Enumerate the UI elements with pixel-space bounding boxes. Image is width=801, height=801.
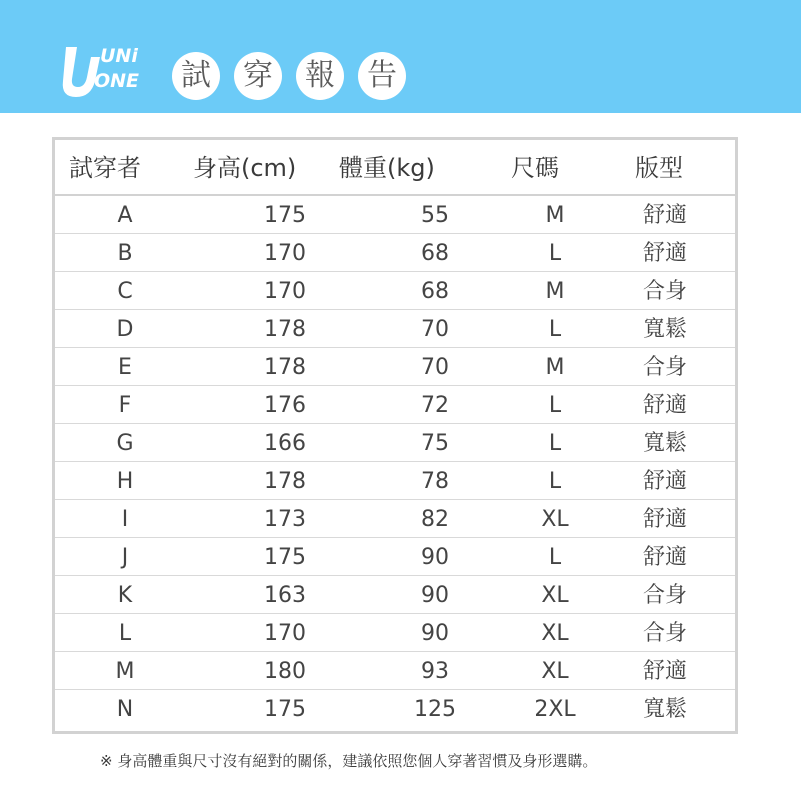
cell-weight: 68 xyxy=(421,241,449,266)
cell-weight: 55 xyxy=(421,203,449,228)
cell-height: 178 xyxy=(264,469,306,494)
brand-logo xyxy=(60,43,150,103)
table-row xyxy=(55,424,735,462)
page-title xyxy=(172,52,406,100)
cell-weight: 75 xyxy=(421,431,449,456)
table-row xyxy=(55,462,735,500)
cell-height: 176 xyxy=(264,393,306,418)
cell-size: L xyxy=(548,393,562,418)
cell-tester: A xyxy=(117,203,133,228)
cell-size: XL xyxy=(541,659,569,684)
table-body xyxy=(55,196,735,728)
cell-fit: 寬鬆 xyxy=(642,697,687,722)
table-row xyxy=(55,348,735,386)
cell-height: 180 xyxy=(264,659,306,684)
cell-fit: 寬鬆 xyxy=(642,317,687,342)
cell-size: L xyxy=(548,545,562,570)
cell-size: M xyxy=(545,355,565,380)
cell-height: 170 xyxy=(264,621,306,646)
cell-weight: 78 xyxy=(421,469,449,494)
cell-size: L xyxy=(548,469,562,494)
title-char: 試 xyxy=(172,52,220,100)
cell-size: 2XL xyxy=(534,697,576,722)
table-row xyxy=(55,652,735,690)
cell-tester: N xyxy=(116,697,134,722)
cell-size: XL xyxy=(541,621,569,646)
cell-tester: D xyxy=(116,317,134,342)
cell-fit: 舒適 xyxy=(642,545,687,570)
cell-height: 173 xyxy=(264,507,306,532)
cell-tester: M xyxy=(115,659,135,684)
cell-height: 166 xyxy=(264,431,306,456)
header-banner xyxy=(0,0,801,113)
logo-text-top: UNi xyxy=(100,45,138,67)
cell-fit: 舒適 xyxy=(642,469,687,494)
table-header xyxy=(55,140,735,196)
table-row xyxy=(55,576,735,614)
cell-weight: 93 xyxy=(421,659,449,684)
cell-weight: 90 xyxy=(421,583,449,608)
cell-fit: 合身 xyxy=(642,583,687,608)
title-char: 報 xyxy=(296,52,344,100)
cell-height: 175 xyxy=(264,697,306,722)
cell-weight: 70 xyxy=(421,355,449,380)
header-weight: 體重(kg) xyxy=(339,154,435,182)
cell-height: 178 xyxy=(264,355,306,380)
cell-tester: F xyxy=(118,393,132,418)
table-row xyxy=(55,500,735,538)
table-row xyxy=(55,310,735,348)
cell-height: 175 xyxy=(264,203,306,228)
cell-weight: 90 xyxy=(421,545,449,570)
table-row xyxy=(55,196,735,234)
table-row xyxy=(55,614,735,652)
cell-tester: I xyxy=(121,507,129,532)
cell-size: XL xyxy=(541,507,569,532)
title-char: 告 xyxy=(358,52,406,100)
cell-tester: G xyxy=(116,431,134,456)
cell-fit: 合身 xyxy=(642,355,687,380)
title-char: 穿 xyxy=(234,52,282,100)
cell-fit: 舒適 xyxy=(642,241,687,266)
cell-weight: 125 xyxy=(414,697,456,722)
header-height: 身高(cm) xyxy=(193,154,297,182)
header-tester: 試穿者 xyxy=(69,154,141,182)
cell-height: 163 xyxy=(264,583,306,608)
header-size: 尺碼 xyxy=(511,154,559,182)
cell-weight: 90 xyxy=(421,621,449,646)
fit-report-table xyxy=(52,137,738,734)
cell-tester: C xyxy=(117,279,133,304)
table-row xyxy=(55,272,735,310)
table-row xyxy=(55,386,735,424)
cell-weight: 82 xyxy=(421,507,449,532)
cell-size: XL xyxy=(541,583,569,608)
logo-text-bottom: ONE xyxy=(94,70,140,92)
cell-tester: K xyxy=(117,583,133,608)
cell-fit: 合身 xyxy=(642,621,687,646)
footnote: ※ 身高體重與尺寸沒有絕對的關係，建議依照您個人穿著習慣及身形選購。 xyxy=(100,752,598,770)
cell-tester: H xyxy=(116,469,134,494)
cell-tester: E xyxy=(118,355,132,380)
cell-tester: L xyxy=(118,621,132,646)
cell-size: L xyxy=(548,241,562,266)
header-fit: 版型 xyxy=(635,154,683,182)
cell-fit: 舒適 xyxy=(642,659,687,684)
cell-weight: 72 xyxy=(421,393,449,418)
table-row xyxy=(55,690,735,728)
cell-height: 170 xyxy=(264,241,306,266)
cell-fit: 合身 xyxy=(642,279,687,304)
cell-fit: 寬鬆 xyxy=(642,431,687,456)
cell-fit: 舒適 xyxy=(642,507,687,532)
cell-size: M xyxy=(545,279,565,304)
cell-fit: 舒適 xyxy=(642,203,687,228)
cell-weight: 70 xyxy=(421,317,449,342)
cell-height: 175 xyxy=(264,545,306,570)
cell-height: 170 xyxy=(264,279,306,304)
cell-height: 178 xyxy=(264,317,306,342)
cell-size: L xyxy=(548,431,562,456)
cell-tester: B xyxy=(117,241,133,266)
cell-fit: 舒適 xyxy=(642,393,687,418)
cell-size: M xyxy=(545,203,565,228)
cell-tester: J xyxy=(121,545,129,570)
table-row xyxy=(55,538,735,576)
cell-size: L xyxy=(548,317,562,342)
cell-weight: 68 xyxy=(421,279,449,304)
table-row xyxy=(55,234,735,272)
